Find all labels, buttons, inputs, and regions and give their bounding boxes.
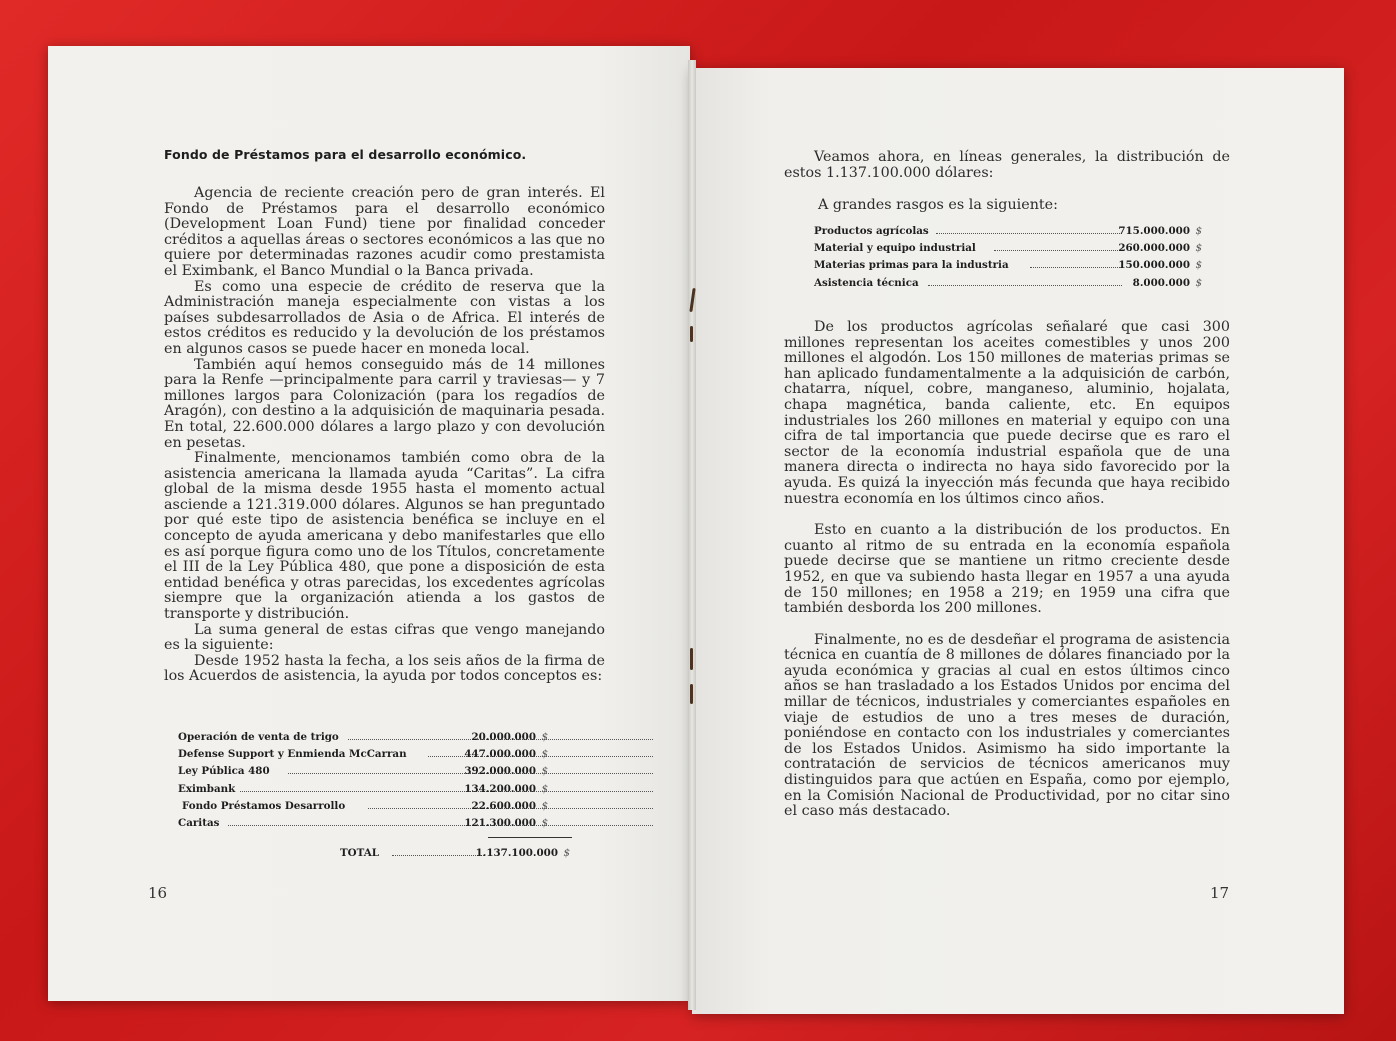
- row-label: Fondo Préstamos Desarrollo: [182, 799, 346, 812]
- table-row: [178, 731, 578, 748]
- table-row: [178, 748, 578, 765]
- row-value: 22.600.000: [471, 799, 536, 812]
- row-label: Eximbank: [178, 782, 236, 795]
- row-value: 392.000.000: [464, 765, 536, 778]
- total-row: [340, 847, 578, 864]
- aid-total-table: [178, 731, 578, 834]
- paragraph: También aquí hemos conseguido más de 14 millones para la Renfe —principalmente para carril y traviesas— y 7 millones largos para Colonización (para los regadíos de Aragón), con destino a la adquisición de maquinaria pesada. En total, 22.600.000 dólares a largo plazo y con devolución en pesetas.: [164, 356, 605, 451]
- table-row: [178, 817, 578, 834]
- paragraph: Agencia de reciente creación pero de gran interés. El Fondo de Préstamos para el desarrollo económico (Development Loan Fund) tiene por finalidad conceder créditos a aquellas áreas o sectores económicos a las que no quiere por determinadas razones acudir como prestamista el Eximbank, el Banco Mundial o la Banca privada.: [164, 185, 605, 279]
- right-intro: [784, 150, 1230, 181]
- paragraph: Finalmente, mencionamos también como obra de la asistencia americana la llamada ayuda “Caritas”. La cifra global de la misma desde 1955 hasta el momento actual asciende a 121.319.000 dólares. Algunos se han preguntado por qué este tipo de asistencia benéfica se incluye en el concepto de ayuda americana y debo manifestarles que ello es así porque figura como uno de los Títulos, concretamente el III de la Ley Pública 480, que pone a disposición de esta entidad benéfica y otras parecidas, los excedentes agrícolas siempre que la organización atienda a los gastos de transporte y distribución.: [164, 450, 605, 623]
- row-unit: $: [1195, 225, 1202, 237]
- staple-top-end: [690, 326, 693, 342]
- row-label: Ley Pública 480: [178, 765, 270, 778]
- total-unit: $: [563, 847, 570, 859]
- table-row: [178, 800, 578, 817]
- row-unit: $: [541, 748, 548, 761]
- distribution-table: [814, 225, 1206, 294]
- row-label: Operación de venta de trigo: [178, 731, 339, 743]
- row-value: 8.000.000: [1132, 276, 1190, 289]
- row-value: 150.000.000: [1118, 259, 1190, 272]
- section-heading: Fondo de Préstamos para el desarrollo económico.: [164, 147, 527, 162]
- row-unit: $: [1195, 242, 1202, 255]
- row-value: 121.300.000: [464, 816, 536, 829]
- total-label: TOTAL: [340, 847, 379, 859]
- row-label: Asistencia técnica: [814, 276, 919, 289]
- table-row: [814, 225, 1206, 242]
- row-label: Productos agrícolas: [814, 225, 929, 237]
- paragraph: Finalmente, no es de desdeñar el programa de asistencia técnica en cuantía de 8 millones de dólares financiado por la ayuda económica y gracias al cual en estos últimos cinco años se han trasladado a los Estados Unidos por encima del millar de técnicos, industriales y comerciantes españoles en viaje de estudios de uno a tres meses de duración, poniéndose en contacto con los industriales y comerciantes de los Estados Unidos. Asimismo ha sido importante la contratación de servicios de técnicos americanos muy distinguidos para que actúen en España, como por ejemplo, en la Comisión Nacional de Productividad, por no citar sino el caso más destacado.: [784, 631, 1230, 820]
- row-value: 715.000.000: [1118, 225, 1190, 237]
- book-gutter: [688, 60, 696, 1010]
- total-rule: [488, 837, 572, 838]
- right-body-text: [784, 320, 1230, 820]
- row-unit: $: [541, 731, 548, 743]
- row-value: 447.000.000: [464, 748, 536, 761]
- total-value: 1.137.100.000: [475, 847, 558, 859]
- row-label: Material y equipo industrial: [814, 242, 976, 255]
- paragraph: La suma general de estas cifras que vengo manejando es la siguiente:: [164, 621, 605, 654]
- table-row: [814, 277, 1206, 294]
- paragraph: Es como una especie de crédito de reserva que la Administración maneja especialmente con vistas a los países subdesarrollados de Asia o de Africa. El interés de estos créditos es reducido y la devolución de los préstamos en algunos casos se puede hacer en moneda local.: [164, 278, 605, 357]
- page-number-right: 17: [1210, 884, 1230, 902]
- right-intro-2: A grandes rasgos es la siguiente:: [818, 197, 1058, 213]
- paragraph: Desde 1952 hasta la fecha, a los seis años de la firma de los Acuerdos de asistencia, la ayuda por todos conceptos es:: [164, 652, 605, 685]
- row-value: 134.200.000: [464, 782, 536, 795]
- row-value: 20.000.000: [471, 731, 536, 743]
- table-row: [814, 242, 1206, 259]
- row-unit: $: [541, 765, 548, 778]
- table-row: [814, 259, 1206, 276]
- table-row: [178, 783, 578, 800]
- row-value: 260.000.000: [1118, 242, 1190, 255]
- paragraph: Veamos ahora, en líneas generales, la distribución de estos 1.137.100.000 dólares:: [784, 149, 1230, 181]
- staple-bottom: [690, 648, 693, 670]
- paragraph: De los productos agrícolas señalaré que casi 300 millones representan los aceites comestibles y unos 200 millones el algodón. Los 150 millones de materias primas se han aplicado fundamentalmente a la adquisición de carbón, chatarra, níquel, cobre, manganeso, aluminio, hojalata, chapa magnética, banda caliente, etc. En equipos industriales los 260 millones en material y equipo con una cifra de tal importancia que puede decirse que es raro el sector de la economía industrial española que de una manera directa o indirecta no haya sido favorecido por la ayuda. Es quizá la inyección más fecunda que haya recibido nuestra economía en los últimos cinco años.: [784, 319, 1230, 507]
- page-number-left: 16: [148, 884, 168, 902]
- staple-bottom-end: [690, 684, 693, 704]
- row-label: Caritas: [178, 816, 220, 829]
- row-label: Defense Support y Enmienda McCarran: [178, 748, 407, 761]
- row-unit: $: [541, 782, 548, 795]
- row-label: Materias primas para la industria: [814, 259, 1009, 272]
- row-unit: $: [541, 799, 548, 812]
- row-unit: $: [1195, 276, 1202, 289]
- table-row: [178, 765, 578, 782]
- row-unit: $: [541, 816, 548, 829]
- left-body-text: [164, 186, 605, 685]
- row-unit: $: [1195, 259, 1202, 272]
- paragraph: Esto en cuanto a la distribución de los productos. En cuanto al ritmo de su entrada en la economía española puede decirse que se mantiene un ritmo creciente desde 1952, en que va subiendo hasta llegar en 1957 a una ayuda de 150 millones; en 1958 a 219; en 1959 una cifra que también desborda los 200 millones.: [784, 522, 1230, 617]
